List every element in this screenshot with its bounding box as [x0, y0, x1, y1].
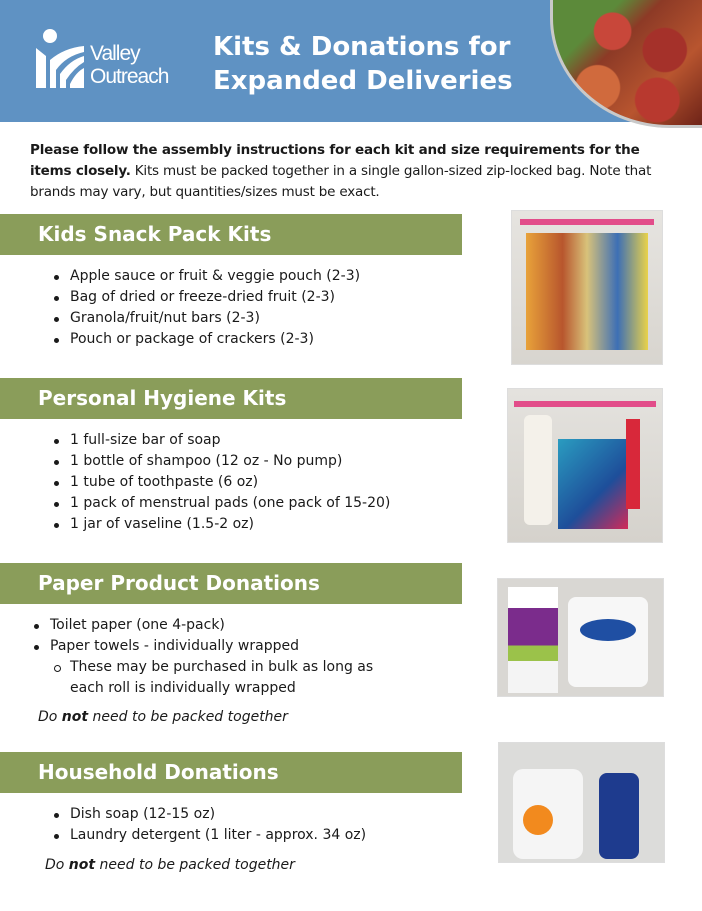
list-item: 1 jar of vaseline (1.5-2 oz) — [50, 514, 390, 535]
list-item: 1 pack of menstrual pads (one pack of 15-20) — [50, 493, 390, 514]
list-item: Pouch or package of crackers (2-3) — [50, 329, 360, 350]
list-item: 1 tube of toothpaste (6 oz) — [50, 472, 390, 493]
section-heading-paper: Paper Product Donations — [0, 563, 462, 604]
paper-products-photo — [497, 578, 664, 697]
header-banner — [0, 0, 702, 122]
note-bold: not — [61, 709, 89, 725]
intro-bold: Please follow the assembly instructions for each kit and size requirements for the items closely. — [30, 142, 640, 179]
household-products-photo — [498, 742, 665, 863]
hygiene-kit-photo — [507, 388, 663, 543]
section-heading-hygiene: Personal Hygiene Kits — [0, 378, 462, 419]
note-pre: Do — [45, 857, 69, 873]
title-line-1: Kits & Donations for — [213, 32, 511, 62]
sub-list-item: These may be purchased in bulk as long as each roll is individually wrapped — [30, 657, 410, 699]
list-item: Dish soap (12-15 oz) — [50, 804, 366, 825]
list-item: 1 bottle of shampoo (12 oz - No pump) — [50, 451, 390, 472]
apples-photo — [550, 0, 702, 128]
title-line-2: Expanded Deliveries — [213, 66, 513, 96]
list-item: Laundry detergent (1 liter - approx. 34 oz) — [50, 825, 366, 846]
logo-figure-icon — [34, 28, 90, 98]
snack-kit-photo — [511, 210, 663, 365]
logo-line-2: Outreach — [90, 65, 169, 88]
list-item: 1 full-size bar of soap — [50, 430, 390, 451]
kids-snack-list — [50, 266, 360, 350]
list-item: Bag of dried or freeze-dried fruit (2-3) — [50, 287, 360, 308]
list-item: Granola/fruit/nut bars (2-3) — [50, 308, 360, 329]
intro-rest: Kits must be packed together in a single gallon-sized zip-locked bag. Note that brands may vary, but quantities/sizes must be exact. — [30, 163, 652, 200]
note-bold: not — [68, 857, 96, 873]
intro-text — [30, 140, 675, 203]
section-heading-kids-snack: Kids Snack Pack Kits — [0, 214, 462, 255]
paper-note — [38, 709, 288, 725]
note-post: need to be packed together — [95, 857, 295, 873]
list-item: Paper towels - individually wrapped — [30, 636, 410, 657]
household-list — [50, 804, 366, 846]
logo-line-1: Valley — [90, 42, 140, 65]
paper-list — [30, 615, 410, 699]
section-heading-household: Household Donations — [0, 752, 462, 793]
list-item: Toilet paper (one 4-pack) — [30, 615, 410, 636]
list-item: Apple sauce or fruit & veggie pouch (2-3) — [50, 266, 360, 287]
valley-outreach-logo — [34, 28, 184, 98]
logo-text — [90, 42, 168, 88]
page-title — [213, 30, 513, 98]
hygiene-list — [50, 430, 390, 535]
note-post: need to be packed together — [88, 709, 288, 725]
note-pre: Do — [38, 709, 62, 725]
household-note — [45, 857, 295, 873]
